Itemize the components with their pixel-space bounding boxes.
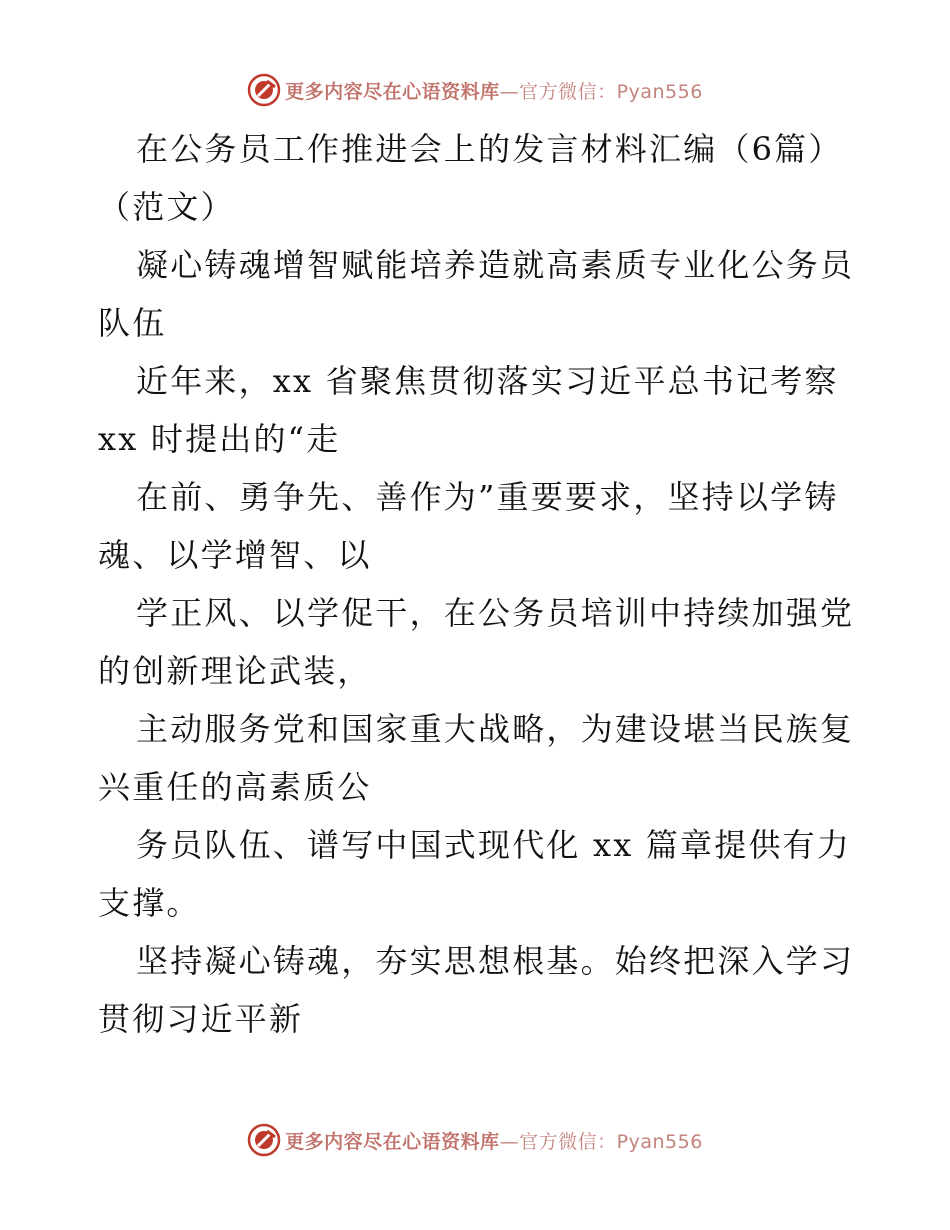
section-heading-line-2: 队伍	[98, 304, 167, 342]
paragraph-line: 主动服务党和国家重大战略，为建设堪当民族复	[136, 710, 855, 748]
header-banner-separator: —	[499, 80, 520, 103]
paragraph-line: 近年来，xx 省聚焦贯彻落实习近平总书记考察	[136, 362, 839, 400]
paragraph-line: 兴重任的高素质公	[98, 768, 372, 806]
document-body	[98, 120, 858, 1048]
paragraph-line: xx 时提出的“走	[98, 420, 341, 458]
paragraph-line: 贯彻习近平新	[98, 1000, 304, 1038]
footer-banner-text	[285, 1127, 703, 1154]
paragraph-line: 的创新理论武装，	[98, 652, 372, 690]
document-title-line-1: 在公务员工作推进会上的发言材料汇编（6篇）	[136, 130, 843, 168]
document-title-line-2: （范文）	[98, 188, 235, 226]
seal-logo-icon	[247, 1123, 281, 1157]
paragraph-line: 坚持凝心铸魂，夯实思想根基。始终把深入学习	[136, 942, 855, 980]
paragraph-line: 务员队伍、谱写中国式现代化 xx 篇章提供有力	[136, 826, 852, 864]
header-banner	[0, 70, 950, 110]
seal-logo-icon	[247, 73, 281, 107]
footer-banner-main: 更多内容尽在心语资料库	[285, 1130, 500, 1153]
footer-banner-rest: 官方微信：Pyan556	[519, 1130, 703, 1153]
paragraph-line: 在前、勇争先、善作为”重要要求，坚持以学铸	[136, 478, 839, 516]
header-banner-text	[285, 77, 703, 104]
header-banner-main: 更多内容尽在心语资料库	[285, 80, 500, 103]
section-heading-line-1: 凝心铸魂增智赋能培养造就高素质专业化公务员	[136, 246, 855, 284]
footer-banner	[0, 1120, 950, 1160]
paragraph-line: 支撑。	[98, 884, 201, 922]
paragraph-line: 魂、以学增智、以	[98, 536, 372, 574]
footer-banner-separator: —	[499, 1130, 520, 1153]
header-banner-rest: 官方微信：Pyan556	[519, 80, 703, 103]
paragraph-line: 学正风、以学促干，在公务员培训中持续加强党	[136, 594, 855, 632]
